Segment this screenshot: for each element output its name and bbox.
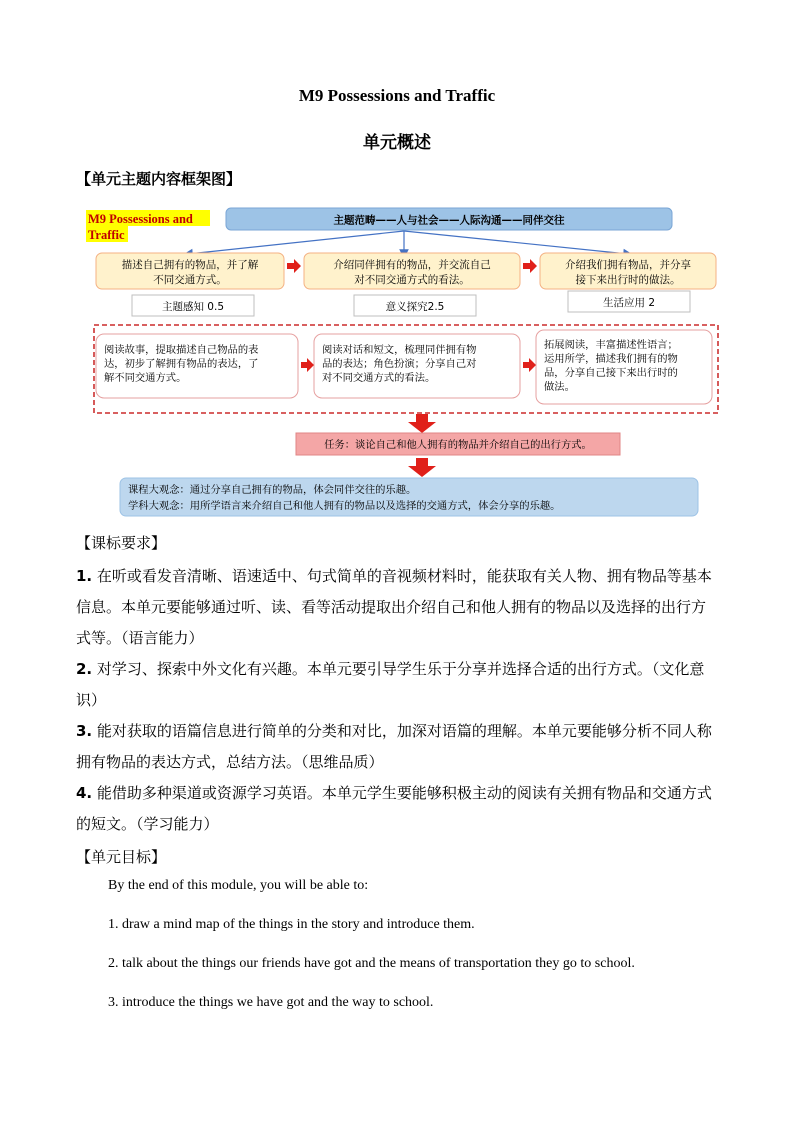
- blue-arrow-right: [404, 231, 628, 254]
- red-arrow-mid-1: [301, 358, 314, 372]
- activity-box-3-line2: 运用所学，描述我们拥有的物: [544, 353, 678, 365]
- top-box-2-line1: 介绍同伴拥有的物品，并交流自己: [333, 259, 491, 271]
- red-arrow-down-2: [408, 458, 436, 477]
- activity-box-3-line3: 品，分享自己接下来出行时的: [544, 367, 678, 379]
- activity-box-2-line2: 品的表达；角色扮演；分享自己对: [322, 358, 477, 370]
- module-tag-line1: M9 Possessions and: [88, 212, 193, 226]
- standard-3-number: 3.: [76, 722, 93, 740]
- module-tag-line2: Traffic: [88, 228, 125, 242]
- concept-line-1: 课程大观念：通过分享自己拥有的物品，体会同伴交往的乐趣。: [128, 484, 417, 496]
- stage-label-2-text: 意义探究2.5: [385, 301, 445, 313]
- goal-item-3: 3. introduce the things we have got and the way to school.: [108, 995, 434, 1010]
- standard-3-text: 能对获取的语篇信息进行简单的分类和对比，加深对语篇的理解。本单元要能够分析不同人称拥有物品的表达方式，总结方法。（思维品质）: [76, 722, 712, 771]
- red-arrow-mid-2: [523, 358, 536, 372]
- activity-box-3-line1: 拓展阅读，丰富描述性语言；: [544, 339, 678, 351]
- goal-item-2: 2. talk about the things our friends have got and the means of transportation they go to school.: [108, 956, 635, 971]
- document-title: M9 Possessions and Traffic: [298, 86, 496, 105]
- top-box-3-line1: 介绍我们拥有物品，并分享: [565, 259, 691, 271]
- standard-item-3: [76, 716, 720, 778]
- stage-label-3-text: 生活应用 2: [602, 297, 656, 309]
- task-text: 任务：谈论自己和他人拥有的物品并介绍自己的出行方式。: [324, 439, 592, 451]
- activity-box-1-line1: 阅读故事，提取描述自己物品的表: [104, 344, 259, 356]
- standard-2-text: 对学习、探索中外文化有兴趣。本单元要引导学生乐于分享并选择合适的出行方式。（文化意识）: [76, 660, 705, 709]
- framework-heading: 【单元主题内容框架图】: [76, 170, 242, 188]
- goal-item-1: 1. draw a mind map of the things in the story and introduce them.: [108, 917, 475, 932]
- standard-item-1: [76, 561, 720, 654]
- top-box-3-line2: 接下来出行时的做法。: [575, 274, 681, 286]
- top-box-1-line1: 描述自己拥有的物品，并了解: [121, 259, 259, 271]
- activity-box-2-line1: 阅读对话和短文，梳理同伴拥有物: [322, 344, 477, 356]
- goals-heading: 【单元目标】: [76, 848, 167, 866]
- red-arrow-top-1: [287, 259, 301, 273]
- standard-1-number: 1.: [76, 567, 93, 585]
- top-box-1-line2: 不同交通方式。: [153, 274, 227, 286]
- standards-heading: 【课标要求】: [76, 534, 167, 552]
- red-arrow-down-1: [408, 414, 436, 433]
- activity-box-3-line4: 做法。: [544, 381, 575, 393]
- activity-box-2-line3: 对不同交通方式的看法。: [322, 372, 436, 384]
- standard-item-4: [76, 778, 720, 840]
- standard-item-2: [76, 654, 720, 716]
- standard-1-text: 在听或看发音清晰、语速适中、句式简单的音视频材料时，能获取有关人物、拥有物品等基本信息。本单元要能够通过听、读、看等活动提取出介绍自己和他人拥有的物品以及选择的出行方式等。（语言能力）: [76, 567, 712, 647]
- standard-2-number: 2.: [76, 660, 93, 678]
- stage-label-1-text: 主题感知 0.5: [161, 301, 225, 313]
- goals-intro: By the end of this module, you will be able to:: [108, 878, 369, 893]
- framework-diagram: [82, 200, 722, 530]
- red-arrow-top-2: [523, 259, 537, 273]
- top-box-2-line2: 对不同交通方式的看法。: [354, 274, 470, 286]
- unit-overview-heading: 单元概述: [363, 133, 431, 153]
- blue-arrow-left: [188, 231, 404, 254]
- standard-4-text: 能借助多种渠道或资源学习英语。本单元学生要能够积极主动的阅读有关拥有物品和交通方式的短文。（学习能力）: [76, 784, 712, 833]
- concept-line-2: 学科大观念：用所学语言来介绍自己和他人拥有的物品以及选择的交通方式，体会分享的乐趣。: [128, 500, 561, 512]
- activity-box-1-line3: 解不同交通方式。: [104, 372, 187, 384]
- standard-4-number: 4.: [76, 784, 93, 802]
- theme-bar-text: 主题范畴——人与社会——人际沟通——同伴交往: [333, 214, 565, 227]
- activity-box-1-line2: 达，初步了解拥有物品的表达，了: [104, 358, 259, 370]
